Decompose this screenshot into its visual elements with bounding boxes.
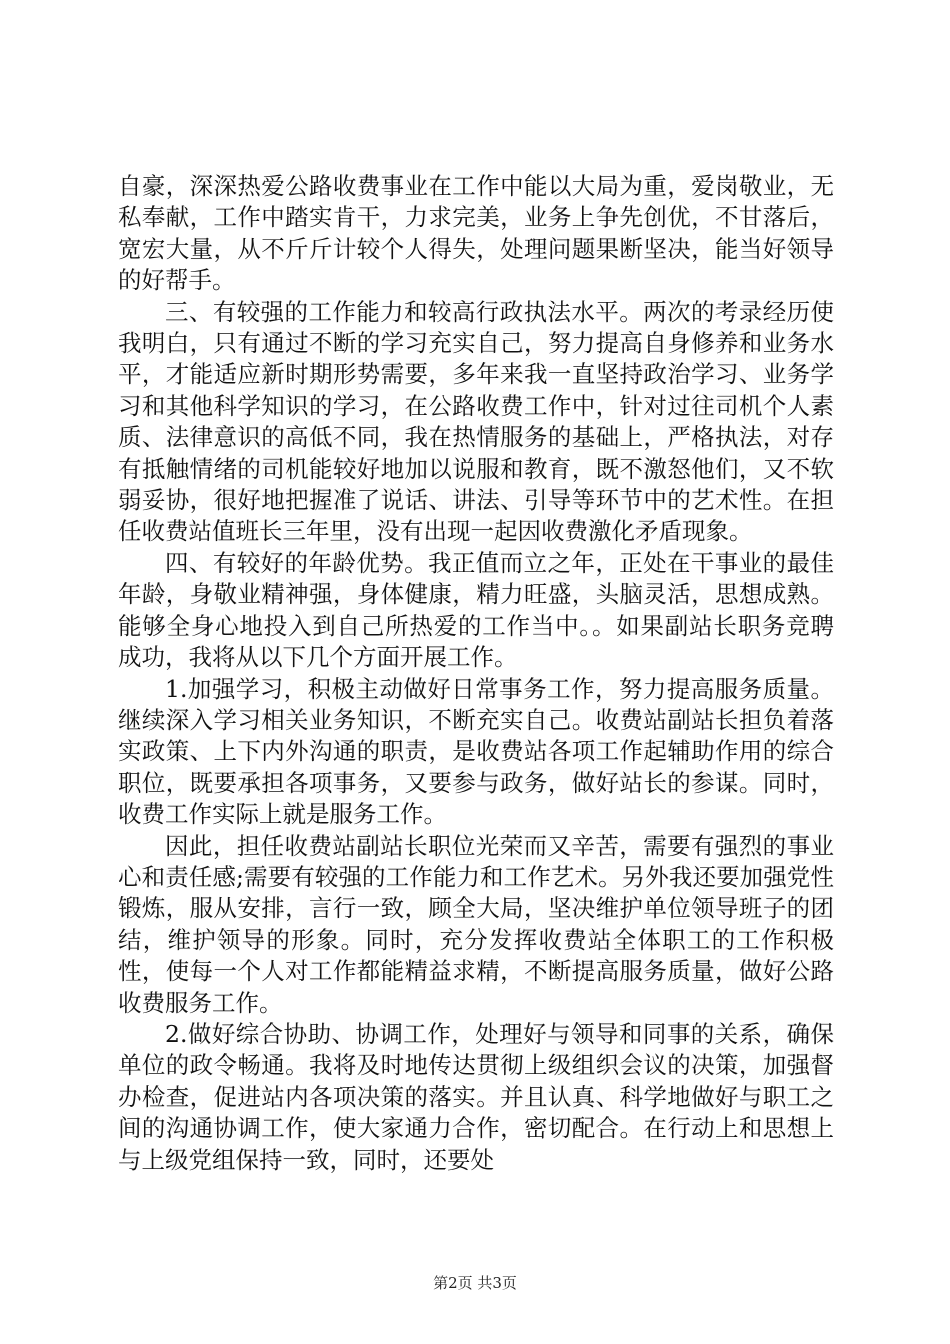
paragraph-therefore: 因此，担任收费站副站长职位光荣而又辛苦，需要有强烈的事业心和责任感;需要有较强的工作能力和工作艺术。另外我还要加强党性锻炼，服从安排，言行一致，顾全大局，坚决维护单位领导班子的团结，维护领导的形象。同时，充分发挥收费站全体职工的工作积极性，使每一个人对工作都能精益求精，不断提高服务质量，做好公路收费服务工作。 (118, 831, 834, 1017)
paragraph-continuation: 自豪，深深热爱公路收费事业在工作中能以大局为重，爱岗敬业，无私奉献，工作中踏实肯干，力求完美，业务上争先创优，不甘落后，宽宏大量，从不斤斤计较个人得失，处理问题果断坚决，能当好领导的好帮手。 (118, 172, 834, 295)
document-body (118, 171, 834, 1176)
page-number-footer: 第2页 共3页 (433, 1274, 517, 1292)
paragraph-section-four: 四、有较好的年龄优势。我正值而立之年，正处在干事业的最佳年龄，身敬业精神强，身体健康，精力旺盛，头脑灵活，思想成熟。能够全身心地投入到自己所热爱的工作当中。。如果副站长职务竞聘成功，我将从以下几个方面开展工作。 (118, 548, 834, 672)
paragraph-item-one: 1.加强学习，积极主动做好日常事务工作，努力提高服务质量。继续深入学习相关业务知识，不断充实自己。收费站副站长担负着落实政策、上下内外沟通的职责，是收费站各项工作起辅助作用的综合职位，既要承担各项事务，又要参与政务，做好站长的参谋。同时，收费工作实际上就是服务工作。 (118, 674, 834, 829)
paragraph-section-three: 三、有较强的工作能力和较高行政执法水平。两次的考录经历使我明白，只有通过不断的学习充实自己，努力提高自身修养和业务水平，才能适应新时期形势需要，多年来我一直坚持政治学习、业务学习和其他科学知识的学习，在公路收费工作中，针对过往司机个人素质、法律意识的高低不同，我在热情服务的基础上，严格执法，对存有抵触情绪的司机能较好地加以说服和教育，既不激怒他们，又不软弱妥协，很好地把握准了说话、讲法、引导等环节中的艺术性。在担任收费站值班长三年里，没有出现一起因收费激化矛盾现象。 (118, 297, 834, 546)
paragraph-item-two: 2.做好综合协助、协调工作，处理好与领导和同事的关系，确保单位的政令畅通。我将及时地传达贯彻上级组织会议的决策，加强督办检查，促进站内各项决策的落实。并且认真、科学地做好与职工之间的沟通协调工作，使大家通力合作，密切配合。在行动上和思想上与上级党组保持一致，同时，还要处 (118, 1019, 834, 1174)
